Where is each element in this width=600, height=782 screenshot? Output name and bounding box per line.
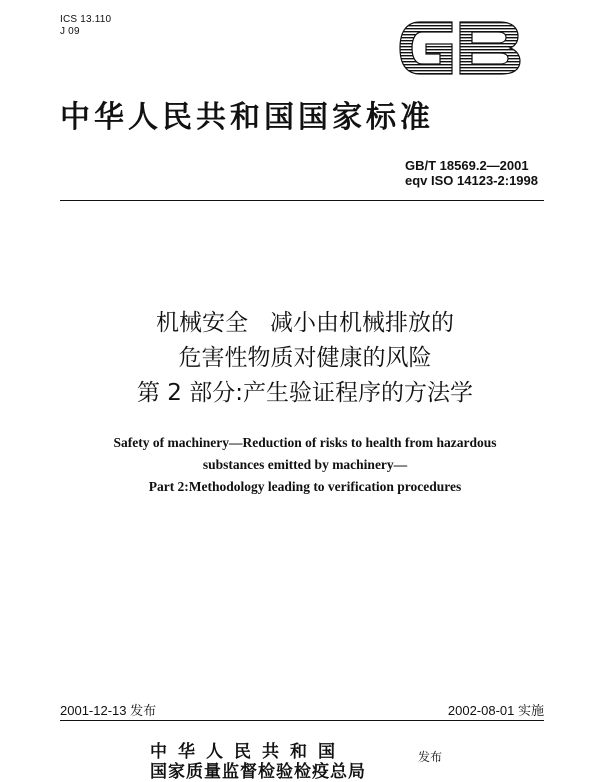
english-title-line-1: Safety of machinery—Reduction of risks to health from hazardous (113, 435, 497, 450)
footer-divider (60, 720, 544, 721)
publish-label: 发布 (418, 750, 443, 764)
standard-equivalent: eqv ISO 14123-2:1998 (405, 173, 538, 188)
chinese-title-line-1: 机械安全 减小由机械排放的 (156, 310, 454, 336)
english-title-line-2: substances emitted by machinery— (202, 457, 408, 472)
issuing-authority (150, 742, 366, 782)
chinese-title-line-3: 第 2 部分:产生验证程序的方法学 (136, 380, 473, 406)
ccs-code: J 09 (60, 26, 80, 37)
standard-category-title: 中华人民共和国国家标准 (60, 100, 434, 135)
issuer-line-1: 中华人民共和国 (150, 742, 346, 762)
english-title-line-3: Part 2:Methodology leading to verification procedures (148, 479, 462, 494)
implementation-date: 2002-08-01 实施 (447, 703, 544, 718)
issue-date: 2001-12-13 发布 (60, 703, 157, 718)
english-title (60, 432, 550, 498)
header-divider (60, 200, 544, 201)
standard-number-block (405, 158, 538, 188)
standard-number: GB/T 18569.2—2001 (405, 158, 529, 173)
classification-codes (60, 14, 111, 38)
chinese-title (60, 306, 550, 411)
chinese-title-line-2: 危害性物质对健康的风险 (178, 345, 432, 371)
gb-logo (396, 16, 524, 80)
ics-code: ICS 13.110 (60, 14, 112, 25)
issuer-line-2: 国家质量监督检验检疫总局 (150, 762, 366, 782)
